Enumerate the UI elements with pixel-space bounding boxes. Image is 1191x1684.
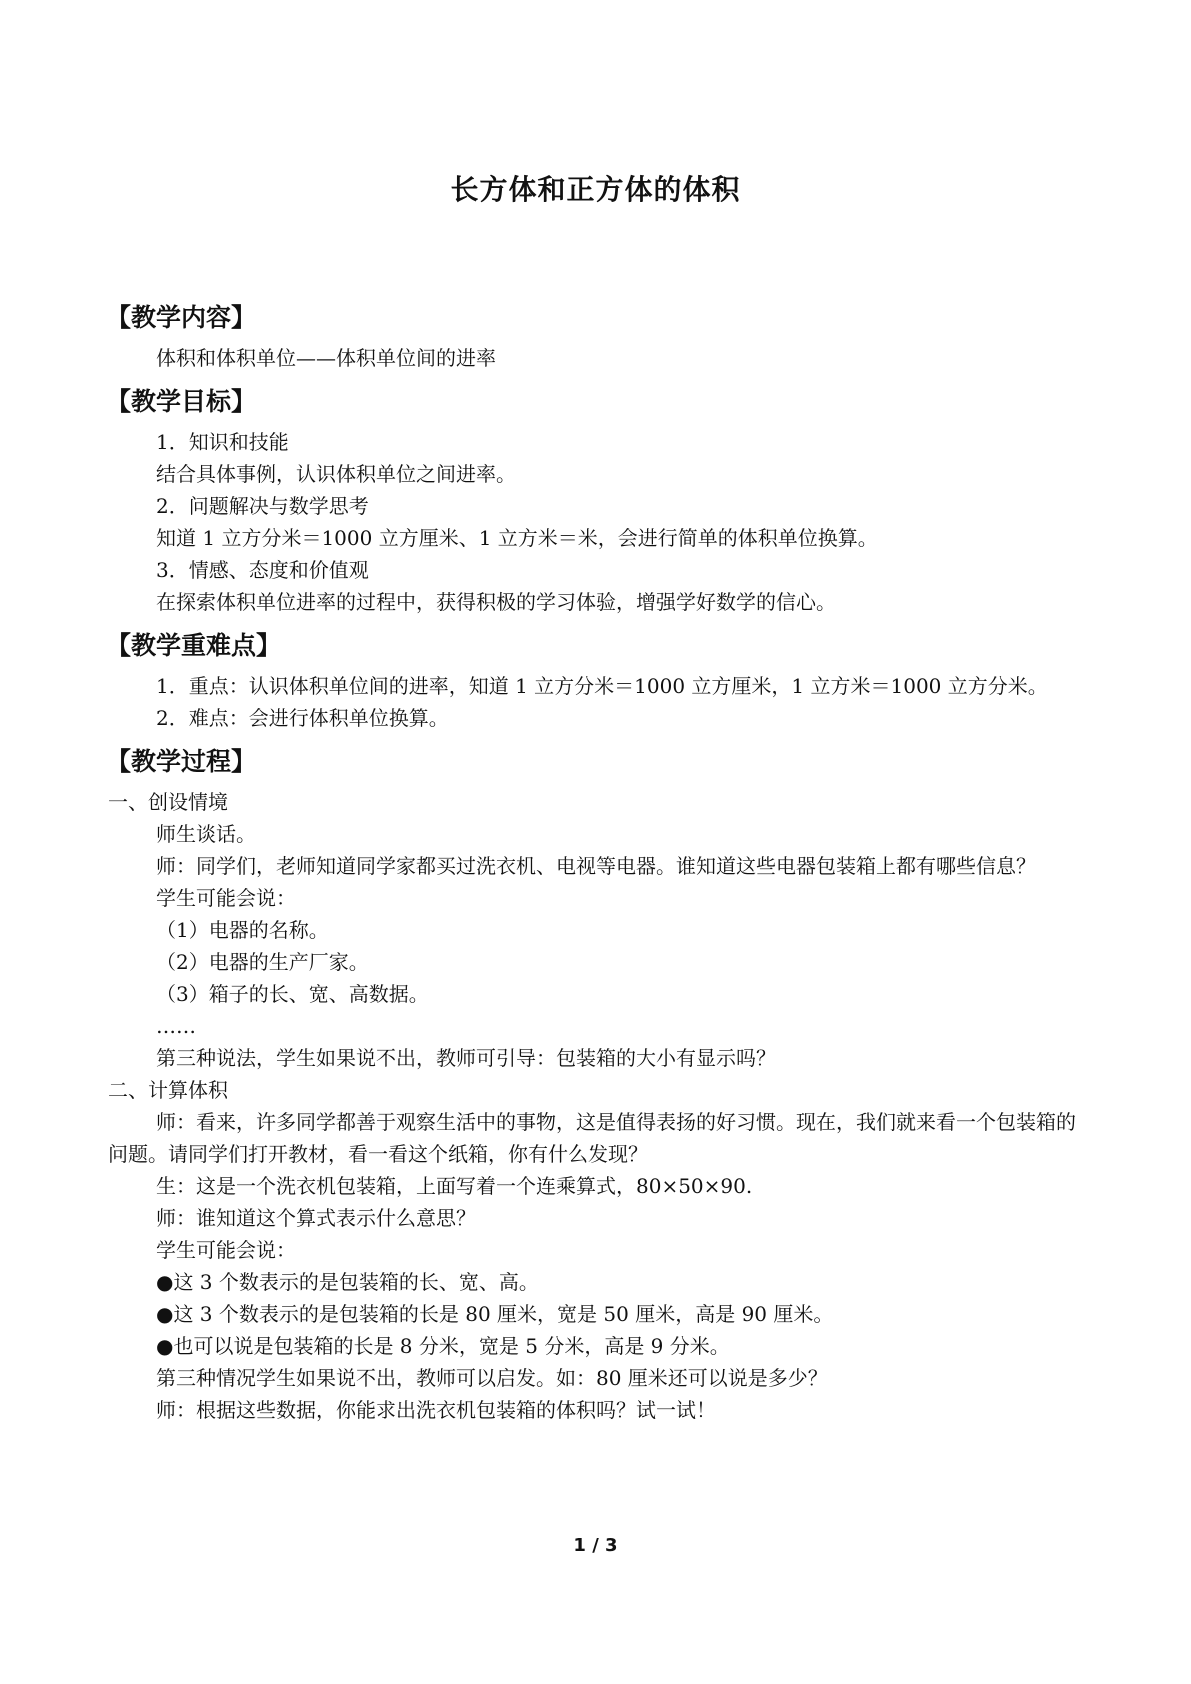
paragraph: 3．情感、态度和价值观 — [156, 558, 369, 582]
subsection-title: 一、创设情境 — [108, 790, 228, 814]
paragraph: 生：这是一个洗衣机包装箱，上面写着一个连乘算式，80×50×90. — [156, 1174, 753, 1198]
page-number: 1 / 3 — [573, 1535, 618, 1556]
section-heading-goals: 【教学目标】 — [106, 387, 257, 416]
paragraph: 体积和体积单位——体积单位间的进率 — [156, 346, 496, 370]
list-item: （1）电器的名称。 — [156, 918, 329, 942]
document-body — [108, 298, 1088, 1426]
paragraph: 师：同学们，老师知道同学家都买过洗衣机、电视等电器。谁知道这些电器包装箱上都有哪些信息？ — [156, 854, 1036, 878]
list-item: ●也可以说是包装箱的长是 8 分米，宽是 5 分米，高是 9 分米。 — [156, 1334, 730, 1358]
paragraph: 师：谁知道这个算式表示什么意思？ — [156, 1206, 476, 1230]
list-item: （3）箱子的长、宽、高数据。 — [156, 982, 429, 1006]
paragraph: 在探索体积单位进率的过程中，获得积极的学习体验，增强学好数学的信心。 — [156, 590, 836, 614]
section-heading-content: 【教学内容】 — [106, 303, 257, 332]
paragraph: 师：根据这些数据，你能求出洗衣机包装箱的体积吗？试一试！ — [156, 1398, 716, 1422]
paragraph: 2．问题解决与数学思考 — [156, 494, 369, 518]
section-heading-process: 【教学过程】 — [106, 747, 257, 776]
paragraph: 师：看来，许多同学都善于观察生活中的事物，这是值得表扬的好习惯。现在，我们就来看一个包装箱的问题。请同学们打开教材，看一看这个纸箱，你有什么发现？ — [108, 1110, 1076, 1166]
subsection-title: 二、计算体积 — [108, 1078, 228, 1102]
paragraph: 2．难点：会进行体积单位换算。 — [156, 706, 449, 730]
section-heading-keypoints: 【教学重难点】 — [106, 631, 282, 660]
paragraph: 知道 1 立方分米＝1000 立方厘米、1 立方米＝米，会进行简单的体积单位换算。 — [156, 526, 878, 550]
ellipsis: …… — [156, 1014, 196, 1038]
paragraph: 学生可能会说： — [156, 1238, 296, 1262]
paragraph: 第三种说法，学生如果说不出，教师可引导：包装箱的大小有显示吗？ — [156, 1046, 776, 1070]
paragraph: 1．重点：认识体积单位间的进率，知道 1 立方分米＝1000 立方厘米，1 立方米＝1000 立方分米。 — [156, 674, 1048, 698]
paragraph: 第三种情况学生如果说不出，教师可以启发。如：80 厘米还可以说是多少？ — [156, 1366, 828, 1390]
paragraph: 学生可能会说： — [156, 886, 296, 910]
paragraph: 结合具体事例，认识体积单位之间进率。 — [156, 462, 516, 486]
page-title: 长方体和正方体的体积 — [450, 173, 741, 206]
paragraph: 师生谈话。 — [156, 822, 256, 846]
list-item: ●这 3 个数表示的是包装箱的长、宽、高。 — [156, 1270, 539, 1294]
list-item: ●这 3 个数表示的是包装箱的长是 80 厘米，宽是 50 厘米，高是 90 厘米。 — [156, 1302, 834, 1326]
list-item: （2）电器的生产厂家。 — [156, 950, 369, 974]
paragraph: 1．知识和技能 — [156, 430, 289, 454]
